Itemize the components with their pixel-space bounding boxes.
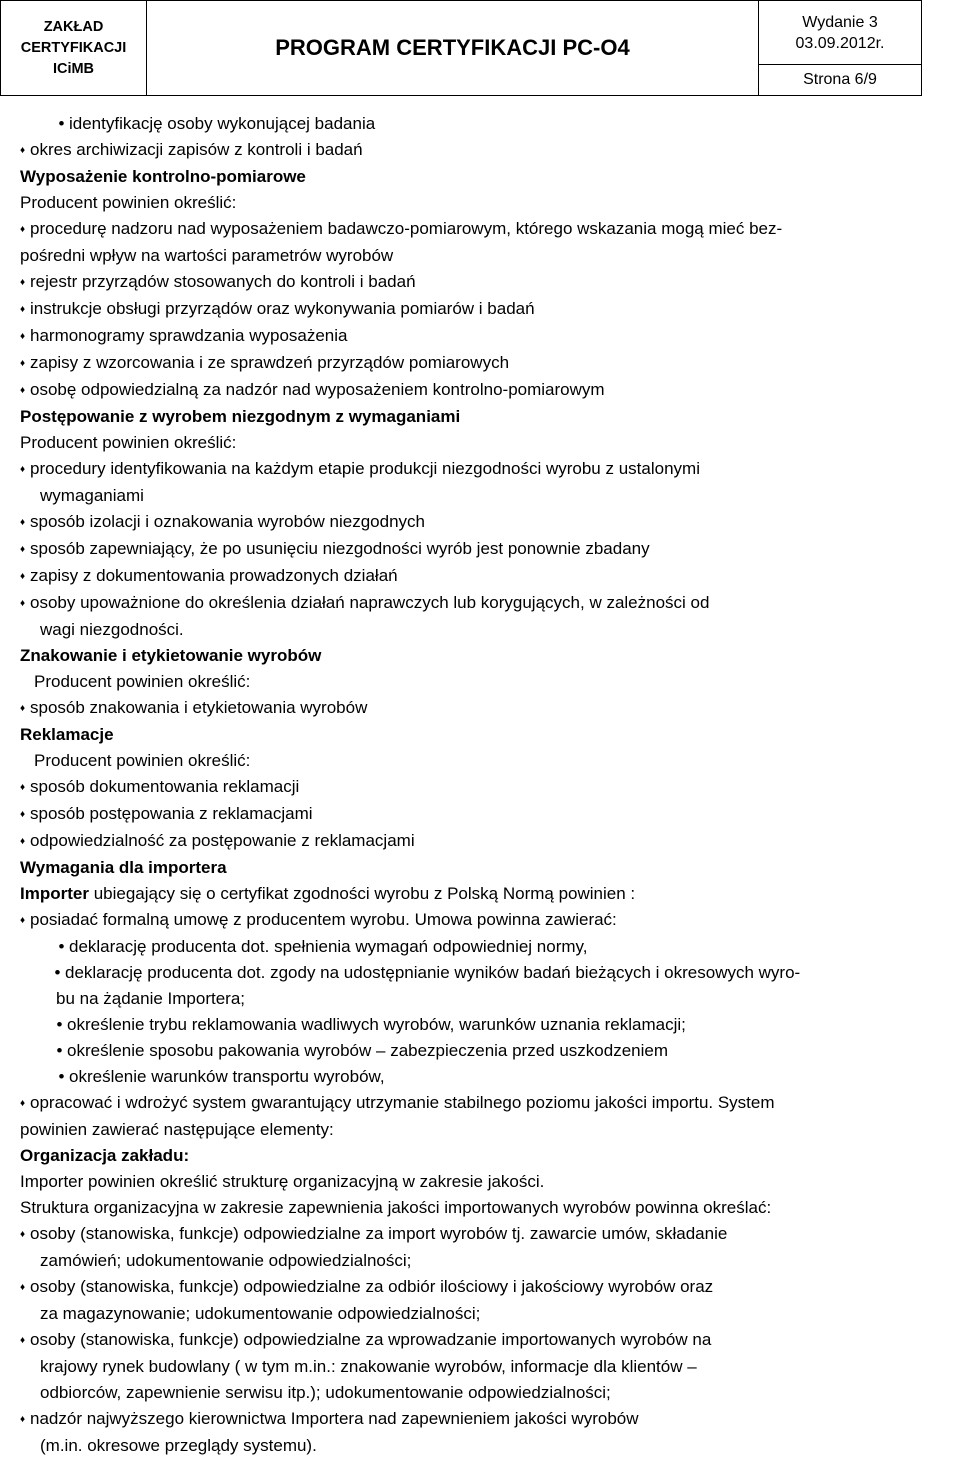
header-meta (759, 1, 921, 95)
bullet-icon: • (56, 1041, 63, 1060)
section-heading: Znakowanie i etykietowanie wyrobów (20, 646, 322, 665)
list-item: ♦ osoby (stanowiska, funkcje) odpowiedzialne za wprowadzanie importowanych wyrobów na (20, 1327, 958, 1354)
list-item: ♦ opracować i wdrożyć system gwarantujący utrzymanie stabilnego poziomu jakości importu. System (20, 1090, 958, 1117)
list-item-continuation: zamówień; udokumentowanie odpowiedzialności; (40, 1251, 412, 1270)
diamond-bullet-icon: ♦ (20, 331, 26, 342)
section-heading: Organizacja zakładu: (20, 1146, 190, 1165)
diamond-bullet-icon: ♦ (20, 464, 26, 475)
list-item: ♦ osobę odpowiedzialną za nadzór nad wyposażeniem kontrolno-pomiarowym (20, 377, 958, 404)
bullet-icon: • (58, 114, 65, 133)
diamond-bullet-icon: ♦ (20, 385, 26, 396)
header-org (1, 1, 147, 95)
list-item: ♦ osoby (stanowiska, funkcje) odpowiedzialne za import wyrobów tj. zawarcie umów, składanie (20, 1221, 958, 1248)
list-item: • deklarację producenta dot. spełnienia wymagań odpowiedniej normy, (20, 934, 958, 960)
list-item-continuation: bu na żądanie Importera; (56, 989, 246, 1008)
section-heading: Wyposażenie kontrolno-pomiarowe (20, 167, 306, 186)
list-item: • określenie sposobu pakowania wyrobów – zabezpieczenia przed uszkodzeniem (20, 1038, 958, 1064)
header-page-number: Strona 6/9 (803, 71, 877, 88)
diamond-bullet-icon: ♦ (20, 517, 26, 528)
list-item-continuation: wymaganiami (40, 486, 144, 505)
diamond-bullet-icon: ♦ (20, 224, 26, 235)
list-item: • identyfikację osoby wykonującej badania (20, 111, 958, 137)
list-item-continuation: wagi niezgodności. (40, 620, 184, 639)
paragraph: Importer powinien określić strukturę organizacyjną w zakresie jakości. (20, 1172, 545, 1191)
section-heading: Reklamacje (20, 725, 114, 744)
list-item-continuation: pośredni wpływ na wartości parametrów wyrobów (20, 246, 394, 265)
list-item: ♦ sposób postępowania z reklamacjami (20, 801, 958, 828)
list-item: ♦ rejestr przyrządów stosowanych do kontroli i badań (20, 269, 958, 296)
importer-label: Importer (20, 884, 89, 903)
diamond-bullet-icon: ♦ (20, 703, 26, 714)
list-item: ♦ sposób znakowania i etykietowania wyrobów (20, 695, 958, 722)
diamond-bullet-icon: ♦ (20, 1229, 26, 1240)
bullet-icon: • (54, 963, 61, 982)
list-item: • określenie trybu reklamowania wadliwych wyrobów, warunków uznania reklamacji; (20, 1012, 958, 1038)
diamond-bullet-icon: ♦ (20, 571, 26, 582)
list-item: ♦ posiadać formalną umowę z producentem wyrobu. Umowa powinna zawierać: (20, 907, 958, 934)
header-edition: Wydanie 3 (802, 13, 878, 31)
diamond-bullet-icon: ♦ (20, 277, 26, 288)
list-item: ♦ odpowiedzialność za postępowanie z reklamacjami (20, 828, 958, 855)
list-item: ♦ sposób izolacji i oznakowania wyrobów niezgodnych (20, 509, 958, 536)
diamond-bullet-icon: ♦ (20, 809, 26, 820)
list-item-continuation: (m.in. okresowe przeglądy systemu). (40, 1436, 317, 1455)
list-item: ♦ okres archiwizacji zapisów z kontroli i badań (20, 137, 958, 164)
diamond-bullet-icon: ♦ (20, 304, 26, 315)
diamond-bullet-icon: ♦ (20, 358, 26, 369)
list-item-continuation: za magazynowanie; udokumentowanie odpowiedzialności; (40, 1304, 481, 1323)
list-item: ♦ harmonogramy sprawdzania wyposażenia (20, 323, 958, 350)
bullet-icon: • (58, 937, 65, 956)
diamond-bullet-icon: ♦ (20, 1282, 26, 1293)
list-item-continuation: odbiorców, zapewnienie serwisu itp.); udokumentowanie odpowiedzialności; (40, 1383, 611, 1402)
list-item: ♦ osoby (stanowiska, funkcje) odpowiedzialne za odbiór ilościowy i jakościowy wyrobów oraz (20, 1274, 958, 1301)
list-item: ♦ procedury identyfikowania na każdym etapie produkcji niezgodności wyrobu z ustalonymi (20, 456, 958, 483)
header-date: 03.09.2012r. (795, 34, 885, 52)
section-heading: Postępowanie z wyrobem niezgodnym z wymaganiami (20, 407, 461, 426)
diamond-bullet-icon: ♦ (20, 782, 26, 793)
paragraph: Producent powinien określić: (20, 193, 237, 212)
header-org-line: CERTYFIKACJI (20, 39, 127, 56)
header-org-line: ICiMB (52, 60, 95, 77)
list-item: ♦ sposób zapewniający, że po usunięciu niezgodności wyrób jest ponownie zbadany (20, 536, 958, 563)
diamond-bullet-icon: ♦ (20, 1335, 26, 1346)
diamond-bullet-icon: ♦ (20, 1414, 26, 1425)
paragraph: Struktura organizacyjna w zakresie zapewnienia jakości importowanych wyrobów powinna określać: (20, 1198, 772, 1217)
header-title: PROGRAM CERTYFIKACJI PC-O4 (147, 1, 759, 95)
paragraph: Producent powinien określić: (34, 751, 251, 770)
document-body (20, 111, 958, 1459)
list-item: ♦ procedurę nadzoru nad wyposażeniem badawczo-pomiarowym, którego wskazania mogą mieć bez- (20, 216, 958, 243)
list-item: ♦ zapisy z dokumentowania prowadzonych działań (20, 563, 958, 590)
document-header (0, 0, 922, 96)
diamond-bullet-icon: ♦ (20, 544, 26, 555)
list-item: ♦ nadzór najwyższego kierownictwa Importera nad zapewnieniem jakości wyrobów (20, 1406, 958, 1433)
list-item: ♦ zapisy z wzorcowania i ze sprawdzeń przyrządów pomiarowych (20, 350, 958, 377)
paragraph: Importer ubiegający się o certyfikat zgodności wyrobu z Polską Normą powinien : (20, 884, 636, 903)
paragraph: Producent powinien określić: (34, 672, 251, 691)
diamond-bullet-icon: ♦ (20, 915, 26, 926)
bullet-icon: • (58, 1067, 65, 1086)
list-item-continuation: krajowy rynek budowlany ( w tym m.in.: znakowanie wyrobów, informacje dla klientów – (40, 1357, 697, 1376)
diamond-bullet-icon: ♦ (20, 598, 26, 609)
list-item: • określenie warunków transportu wyrobów, (20, 1064, 958, 1090)
bullet-icon: • (56, 1015, 63, 1034)
list-item: ♦ sposób dokumentowania reklamacji (20, 774, 958, 801)
paragraph: powinien zawierać następujące elementy: (20, 1120, 334, 1139)
diamond-bullet-icon: ♦ (20, 1098, 26, 1109)
diamond-bullet-icon: ♦ (20, 145, 26, 156)
list-item: ♦ osoby upoważnione do określenia działań naprawczych lub korygujących, w zależności od (20, 590, 958, 617)
list-item: ♦ instrukcje obsługi przyrządów oraz wykonywania pomiarów i badań (20, 296, 958, 323)
section-heading: Wymagania dla importera (20, 858, 227, 877)
paragraph: Producent powinien określić: (20, 433, 237, 452)
diamond-bullet-icon: ♦ (20, 836, 26, 847)
header-org-line: ZAKŁAD (43, 18, 104, 35)
list-item: • deklarację producenta dot. zgody na udostępnianie wyników badań bieżących i okresowych wyro- (20, 960, 958, 986)
